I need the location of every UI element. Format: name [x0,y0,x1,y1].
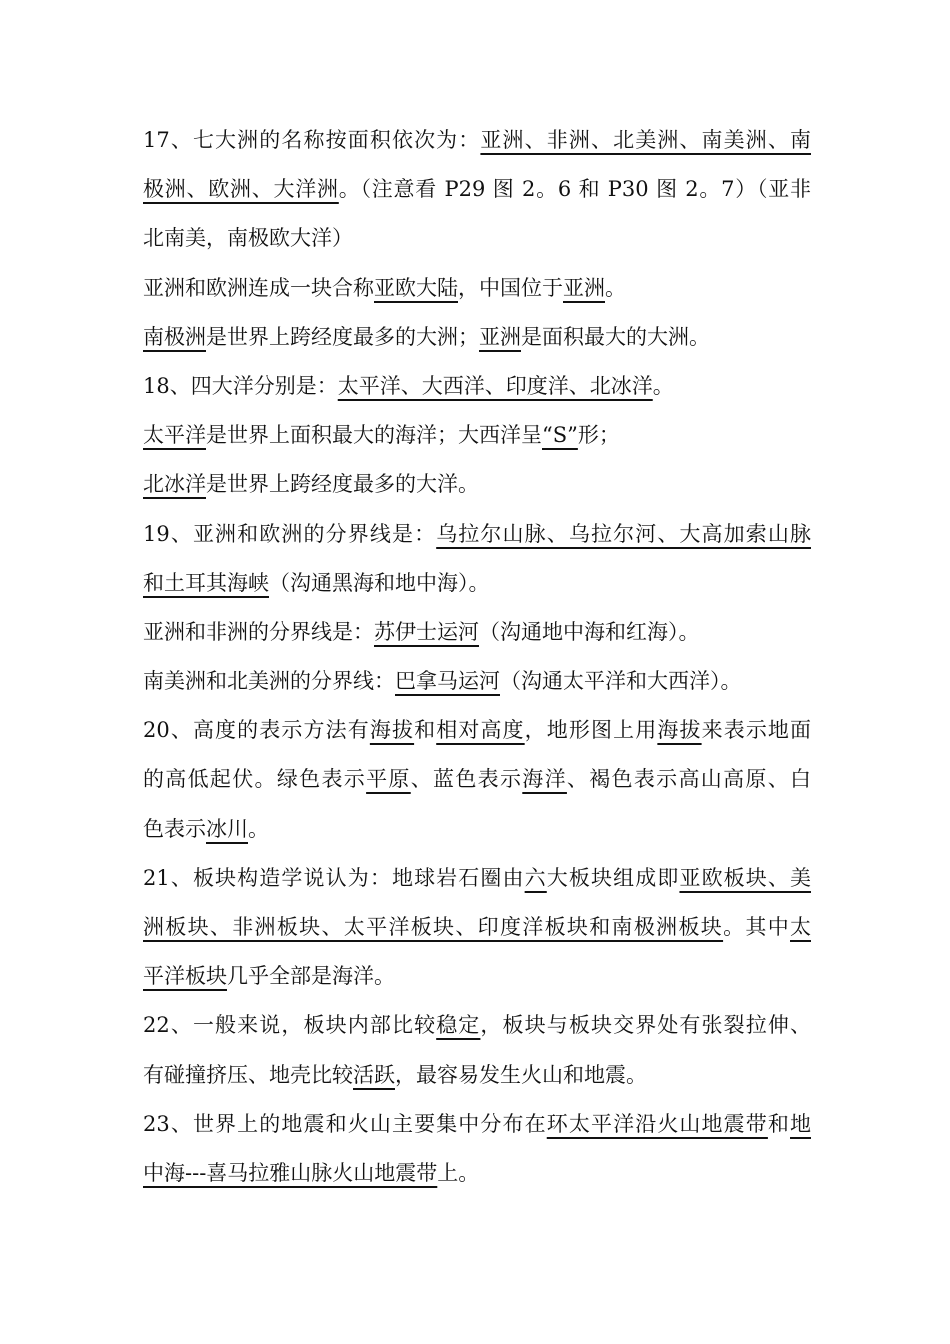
text-segment: 是世界上面积最大的海洋；大西洋呈 [206,423,542,448]
underlined-answer: 平原 [366,767,411,792]
underlined-answer: 太平洋、大西洋、印度洋、北冰洋 [337,373,653,398]
underlined-answer: 极洲、欧洲、大洋洲 [143,177,339,202]
underlined-answer: “S” [542,423,578,448]
underlined-answer: 南极洲 [143,324,206,349]
underlined-answer: 亚欧大陆 [374,275,458,300]
text-segment: 大板块组成即 [546,865,680,890]
text-segment: ，地形图上用 [524,718,658,743]
text-line [143,1051,811,1100]
underlined-answer: 巴拿马运河 [395,669,500,694]
underlined-answer: 乌拉尔山脉、乌拉尔河、大高加索山脉 [436,521,811,546]
text-segment: 形； [577,423,620,448]
text-line [143,854,811,903]
text-line [143,411,811,460]
text-segment: 。其中 [723,915,791,939]
text-segment: 20、高度的表示方法有 [143,718,370,743]
underlined-answer: 亚欧板块、美 [679,865,811,890]
text-segment: 有碰撞挤压、地壳比较 [143,1062,353,1087]
text-line [143,657,811,706]
underlined-answer: 亚洲、非洲、北美洲、南美洲、南 [480,128,811,152]
text-line [143,952,811,1001]
text-segment: 南美洲和北美洲的分界线： [143,669,395,694]
underlined-answer: 苏伊士运河 [374,619,479,644]
text-line [143,805,811,854]
underlined-answer: 地 [790,1111,811,1136]
text-line [143,755,811,804]
underlined-answer: 六 [524,865,547,890]
text-segment: （沟通太平洋和大西洋）。 [500,669,742,694]
text-segment: 亚洲和非洲的分界线是： [143,619,374,644]
text-segment: 和 [414,718,437,743]
text-line [143,362,811,411]
underlined-answer: 亚洲 [563,275,605,300]
text-segment: （沟通地中海和红海）。 [479,619,700,644]
underlined-answer: 平洋板块 [143,964,227,989]
text-line [143,165,811,214]
text-segment: 19、亚洲和欧洲的分界线是： [143,521,437,546]
text-line [143,706,811,755]
text-line [143,214,811,263]
text-segment: 、蓝色表示 [410,767,523,792]
text-segment: 。 [248,816,269,841]
underlined-answer: 环太平洋沿火山地震带 [546,1111,768,1136]
underlined-answer: 中海---喜马拉雅山脉火山地震带 [143,1160,438,1185]
text-segment: ，板块与板块交界处有张裂拉伸、 [480,1013,811,1038]
underlined-answer: 北冰洋 [143,472,206,497]
text-segment: 。（注意看 P29 图 2。6 和 P30 图 2。7）（亚非 [338,177,811,202]
text-segment: 。 [605,275,626,300]
text-segment: 22、一般来说，板块内部比较 [143,1013,437,1038]
text-segment: 。 [652,373,674,398]
text-segment: 18、四大洋分别是： [143,373,338,398]
text-segment: 、褐色表示高山高原、白 [566,767,811,792]
underlined-answer: 活跃 [353,1062,395,1087]
text-segment: 亚洲和欧洲连成一块合称 [143,275,374,300]
text-segment: 色表示 [143,816,206,841]
text-segment: 是世界上跨经度最多的大洲； [206,324,479,349]
underlined-answer: 海洋 [522,767,567,792]
underlined-answer: 和土耳其海峡 [143,570,269,595]
text-line [143,903,811,952]
text-segment: 上。 [437,1160,480,1185]
text-segment: 几乎全部是海洋。 [227,964,395,989]
text-segment: 23、世界上的地震和火山主要集中分布在 [143,1111,547,1136]
text-line [143,116,811,165]
text-segment: （沟通黑海和地中海）。 [269,570,490,595]
text-line [143,1149,811,1198]
text-segment: 和 [767,1111,791,1136]
text-segment: ，中国位于 [458,275,563,300]
underlined-answer: 海拔 [369,718,415,743]
text-line [143,559,811,608]
text-segment: ，最容易发生火山和地震。 [395,1062,647,1087]
text-line [143,510,811,559]
text-segment: 是世界上跨经度最多的大洋。 [206,472,479,497]
underlined-answer: 海拔 [657,718,702,743]
text-line [143,608,811,657]
text-segment: 21、板块构造学说认为：地球岩石圈由 [143,865,525,890]
underlined-answer: 太平洋 [143,423,206,448]
underlined-answer: 洲板块、非洲板块、太平洋板块、印度洋板块和南极洲板块 [143,915,724,939]
document-body [143,116,811,1198]
text-line [143,1100,811,1149]
text-segment: 来表示地面 [701,718,811,743]
text-line [143,313,811,362]
text-segment: 17、七大洲的名称按面积依次为： [143,128,481,152]
underlined-answer: 稳定 [436,1013,481,1038]
text-segment: 北南美，南极欧大洋） [143,226,353,251]
underlined-answer: 太 [790,915,811,939]
text-line [143,264,811,313]
underlined-answer: 亚洲 [479,324,521,349]
text-segment: 是面积最大的大洲。 [521,324,710,349]
underlined-answer: 相对高度 [436,718,525,743]
text-segment: 的高低起伏。绿色表示 [143,767,367,792]
text-line [143,460,811,509]
underlined-answer: 冰川 [206,816,248,841]
text-line [143,1001,811,1050]
